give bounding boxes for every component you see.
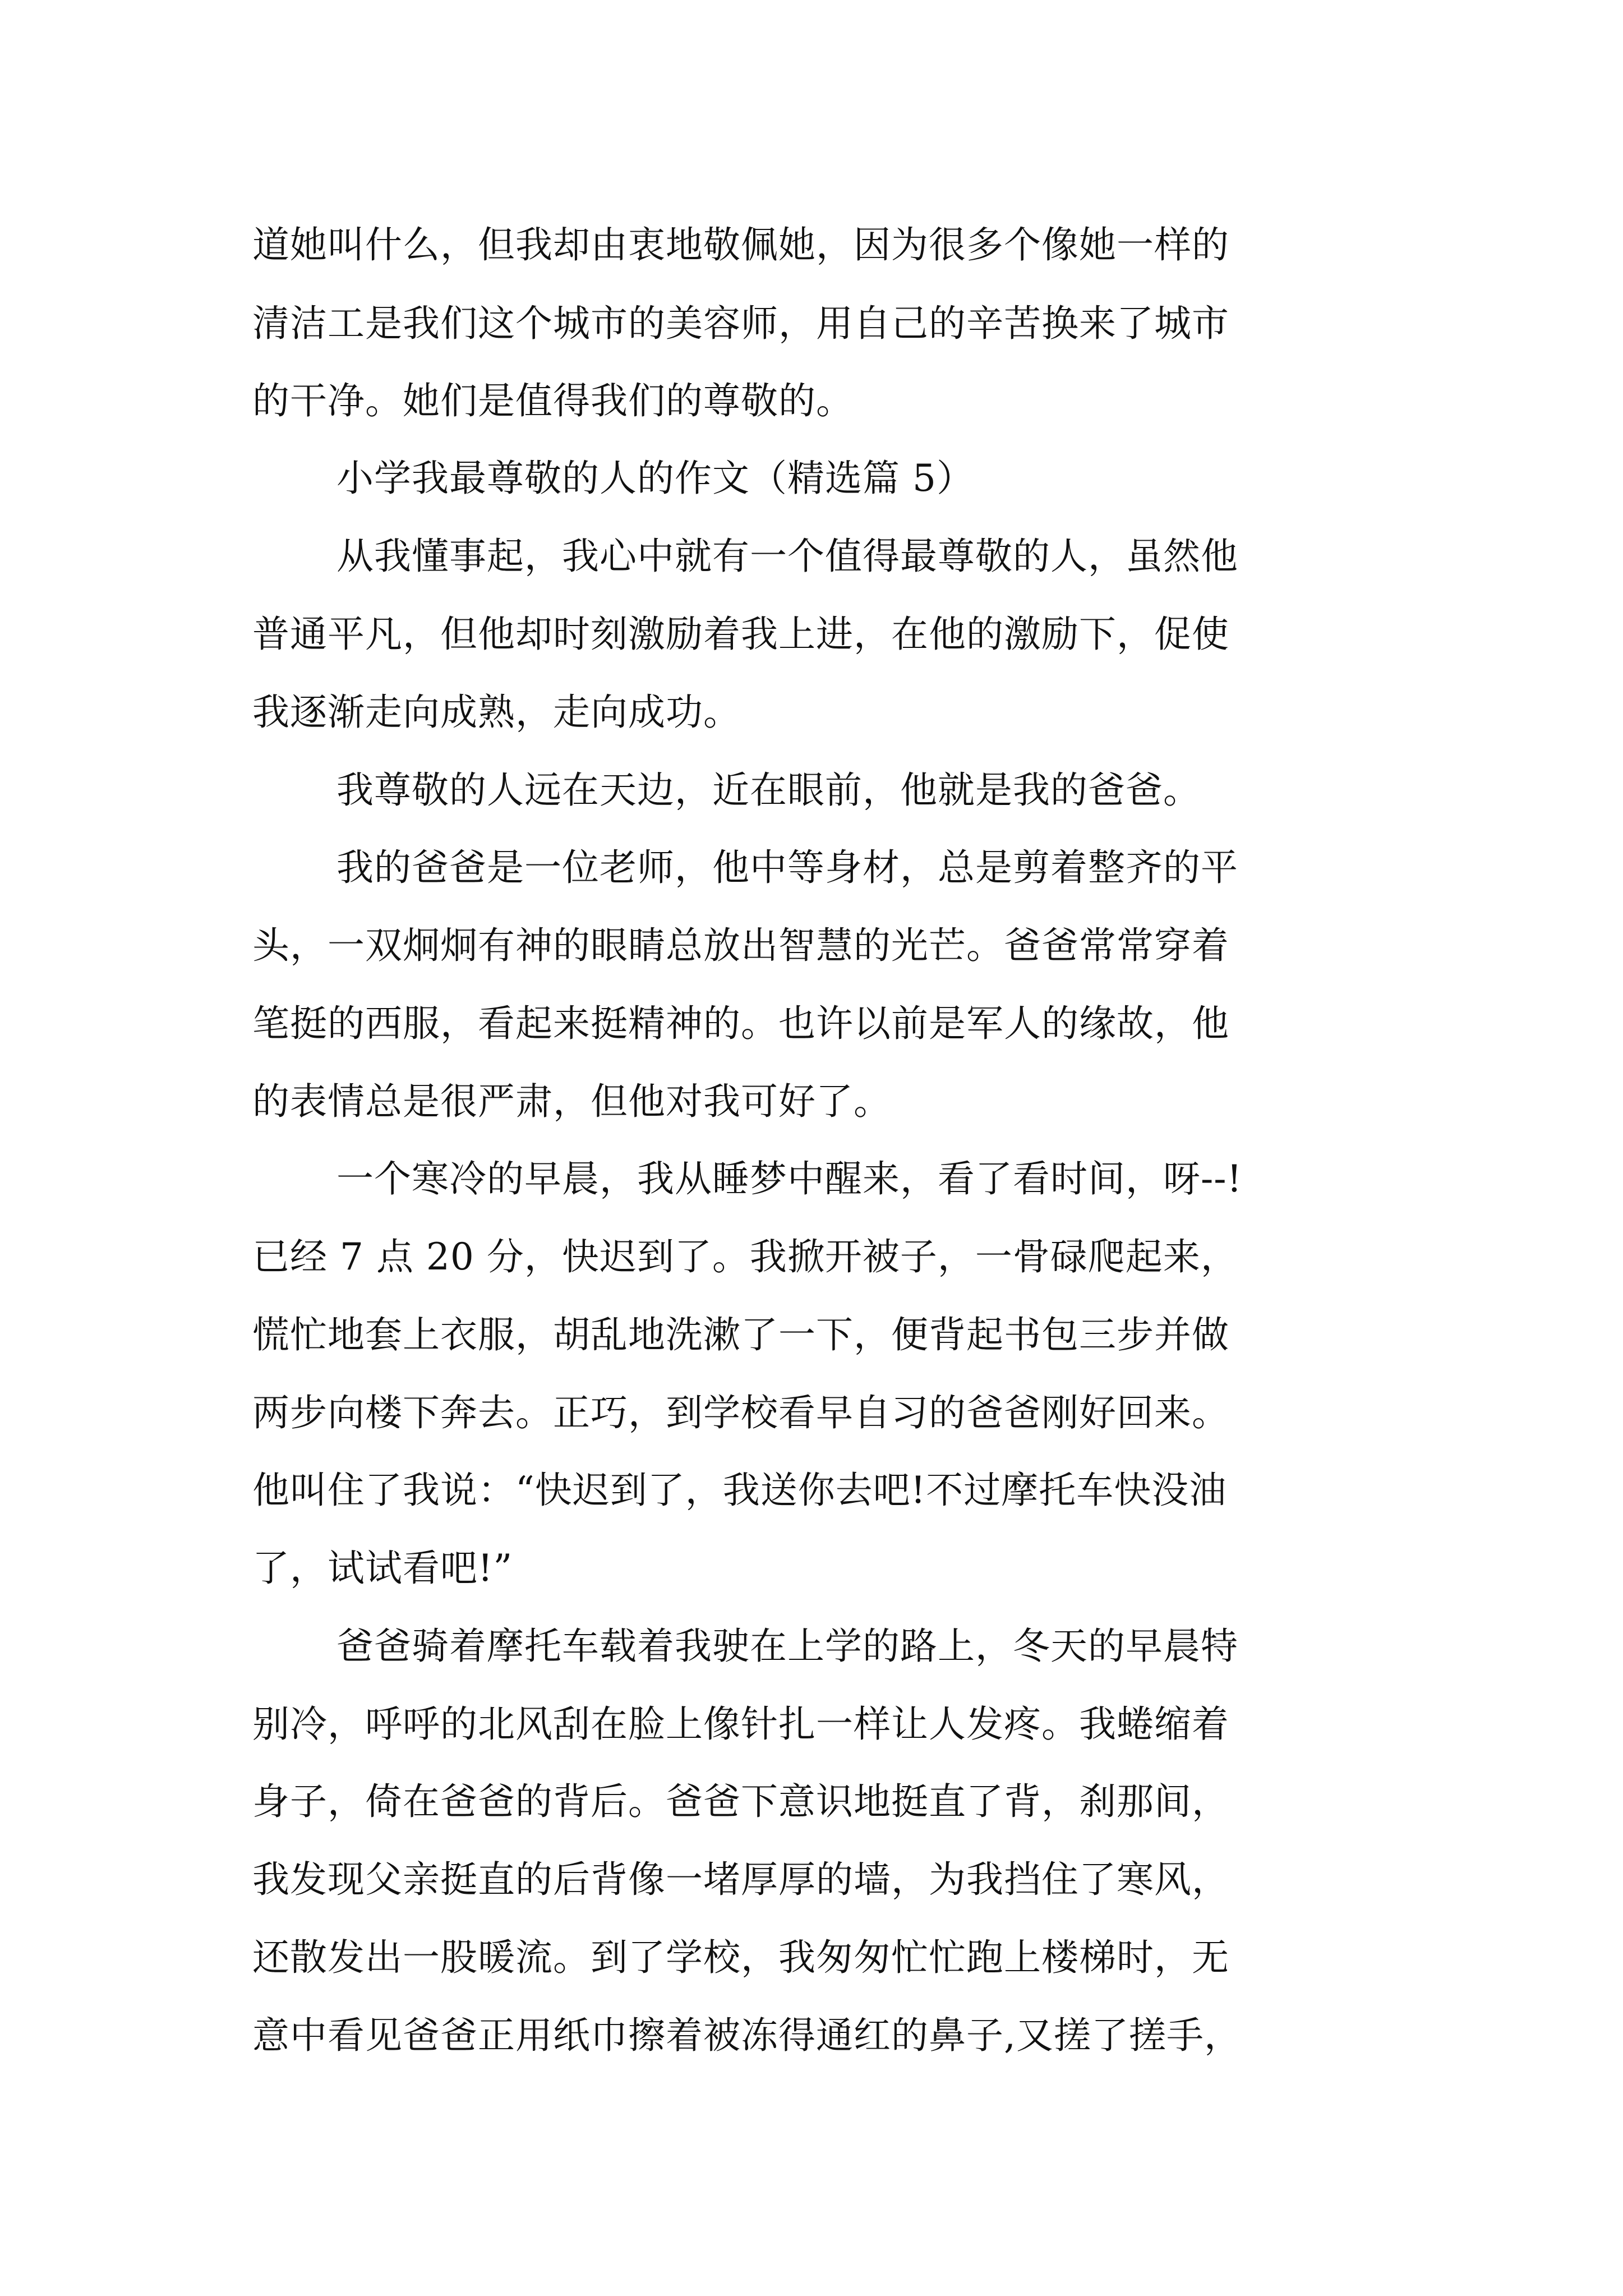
- text-line: 还散发出一股暖流。到了学校，我匆匆忙忙跑上楼梯时，无: [252, 1936, 1229, 1979]
- text-line: 的干净。她们是值得我们的尊敬的。: [252, 379, 854, 422]
- text-line: 我发现父亲挺直的后背像一堵厚厚的墙，为我挡住了寒风，: [252, 1858, 1229, 1901]
- text-line: 我的爸爸是一位老师，他中等身材，总是剪着整齐的平: [336, 846, 1238, 889]
- text-line: 道她叫什么，但我却由衷地敬佩她，因为很多个像她一样的: [252, 223, 1229, 266]
- text-line: 了，试试看吧!”: [252, 1547, 513, 1590]
- text-line: 两步向楼下奔去。正巧，到学校看早自习的爸爸刚好回来。: [252, 1391, 1229, 1434]
- text-line: 别冷，呼呼的北风刮在脸上像针扎一样让人发疼。我蜷缩着: [252, 1703, 1229, 1746]
- text-line: 普通平凡，但他却时刻激励着我上进，在他的激励下，促使: [252, 613, 1229, 656]
- text-line: 意中看见爸爸正用纸巾擦着被冻得通红的鼻子,又搓了搓手，: [252, 2014, 1242, 2057]
- text-line: 身子，倚在爸爸的背后。爸爸下意识地挺直了背，刹那间，: [252, 1780, 1229, 1823]
- text-line: 笔挺的西服，看起来挺精神的。也许以前是军人的缘故，他: [252, 1002, 1229, 1045]
- text-line: 我逐渐走向成熟，走向成功。: [252, 691, 741, 734]
- text-line: 我尊敬的人远在天边，近在眼前，他就是我的爸爸。: [336, 769, 1201, 812]
- text-line: 从我懂事起，我心中就有一个值得最尊敬的人，虽然他: [336, 535, 1238, 578]
- text-line: 慌忙地套上衣服，胡乱地洗漱了一下，便背起书包三步并做: [252, 1313, 1229, 1356]
- section-heading: 小学我最尊敬的人的作文（精选篇 5）: [336, 457, 974, 500]
- text-line: 清洁工是我们这个城市的美容师，用自己的辛苦换来了城市: [252, 302, 1229, 345]
- text-line: 一个寒冷的早晨，我从睡梦中醒来，看了看时间，呀--!: [336, 1157, 1243, 1200]
- text-line: 他叫住了我说：“快迟到了，我送你去吧!不过摩托车快没油: [252, 1469, 1227, 1512]
- text-line: 已经 7 点 20 分，快迟到了。我掀开被子，一骨碌爬起来，: [252, 1235, 1238, 1278]
- text-line: 的表情总是很严肃，但他对我可好了。: [252, 1080, 891, 1123]
- text-line: 头，一双炯炯有神的眼睛总放出智慧的光芒。爸爸常常穿着: [252, 924, 1229, 967]
- text-line: 爸爸骑着摩托车载着我驶在上学的路上，冬天的早晨特: [336, 1625, 1238, 1668]
